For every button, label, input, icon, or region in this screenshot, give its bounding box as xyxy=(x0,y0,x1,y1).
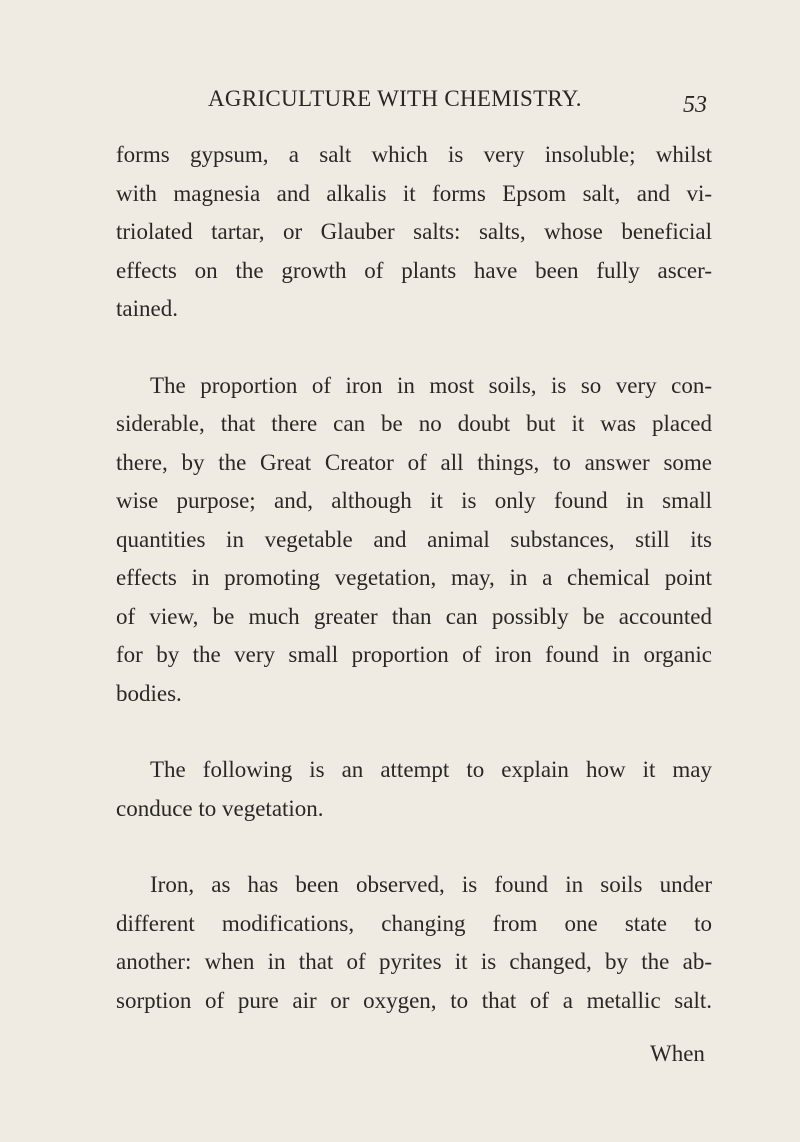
text-line: different modifications, changing from one state to xyxy=(116,910,712,936)
text-line: Iron, as has been observed, is found in soils under xyxy=(150,872,712,897)
text-line: effects in promoting vegetation, may, in a chemical point xyxy=(116,565,712,590)
text-line: The proportion of iron in most soils, is so very con- xyxy=(150,372,712,398)
text-line: The following is an attempt to explain how it may xyxy=(150,757,712,782)
text-line: another: when in that of pyrites it is changed, by the ab- xyxy=(116,949,712,974)
text-line: for by the very small proportion of iron found in organic xyxy=(116,642,712,667)
text-line: with magnesia and alkalis it forms Epsom salt, and vi- xyxy=(116,180,712,206)
text-line: triolated tartar, or Glauber salts: salts, whose beneficial xyxy=(116,219,712,244)
text-line: there, by the Great Creator of all things, to answer some xyxy=(116,449,712,475)
text-line: bodies. xyxy=(116,680,182,706)
paragraph-3 xyxy=(116,751,712,828)
text-line: quantities in vegetable and animal substances, still its xyxy=(116,526,712,552)
text-line: tained. xyxy=(116,296,178,321)
text-line: of view, be much greater than can possibly be accounted xyxy=(116,603,712,629)
paragraph-1 xyxy=(116,136,712,329)
running-head: AGRICULTURE WITH CHEMISTRY. xyxy=(208,86,582,111)
text-line: siderable, that there can be no doubt but it was placed xyxy=(116,411,712,436)
page-number: 53 xyxy=(683,92,707,118)
body-text xyxy=(116,136,712,1020)
catchword: When xyxy=(650,1041,705,1066)
text-line: forms gypsum, a salt which is very insoluble; whilst xyxy=(116,142,712,167)
paragraph-4 xyxy=(116,866,712,1020)
text-line: sorption of pure air or oxygen, to that of a metallic salt. xyxy=(116,987,712,1013)
text-line: conduce to vegetation. xyxy=(116,795,324,821)
paragraph-2 xyxy=(116,367,712,714)
text-line: effects on the growth of plants have been fully ascer- xyxy=(116,257,712,283)
text-line: wise purpose; and, although it is only found in small xyxy=(116,488,712,513)
